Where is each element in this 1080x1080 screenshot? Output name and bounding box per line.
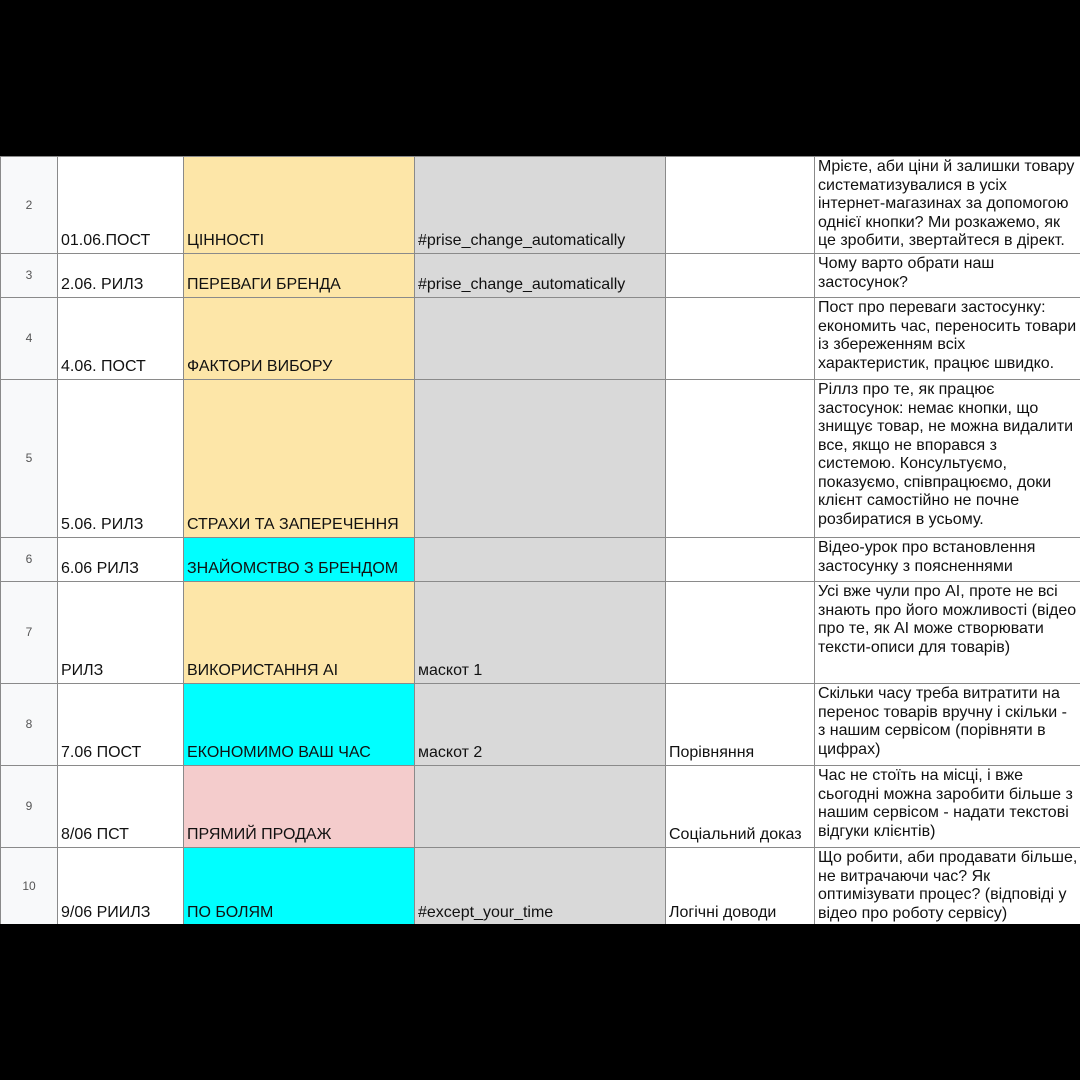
content-plan-table [0,156,1080,924]
date-cell[interactable]: 9/06 РИИЛЗ [58,848,184,925]
date-cell[interactable]: 6.06 РИЛЗ [58,538,184,582]
table-row[interactable] [1,766,1080,848]
content-type-cell[interactable] [666,380,815,538]
table-row[interactable] [1,380,1080,538]
date-cell[interactable]: 8/06 ПСТ [58,766,184,848]
row-number[interactable]: 10 [1,848,58,925]
topic-cell[interactable]: ФАКТОРИ ВИБОРУ [184,298,415,380]
table-row[interactable] [1,157,1080,254]
table-row[interactable] [1,298,1080,380]
row-number[interactable]: 5 [1,380,58,538]
description-cell[interactable]: Ріллз про те, як працює застосунок: немає кнопки, що знищує товар, не можна видалити все, якщо не впорався з системою. Консультуємо, показуємо, співпрацюємо, доки клієнт самостійно не почне розбиратися в усьому. [815,380,1080,538]
hashtag-cell[interactable]: маскот 1 [415,582,666,684]
date-cell[interactable]: 5.06. РИЛЗ [58,380,184,538]
row-number[interactable]: 7 [1,582,58,684]
topic-cell[interactable]: ЗНАЙОМСТВО З БРЕНДОМ [184,538,415,582]
date-cell[interactable]: 2.06. РИЛЗ [58,254,184,298]
table-row[interactable] [1,538,1080,582]
row-number[interactable]: 8 [1,684,58,766]
content-type-cell[interactable] [666,538,815,582]
table-row[interactable] [1,684,1080,766]
row-number[interactable]: 6 [1,538,58,582]
table-row[interactable] [1,254,1080,298]
description-cell[interactable]: Час не стоїть на місці, і вже сьогодні можна заробити більше з нашим сервісом - надати текстові відгуки клієнтів) [815,766,1080,848]
hashtag-cell[interactable] [415,766,666,848]
hashtag-cell[interactable]: #prise_change_automatically [415,157,666,254]
table-row[interactable] [1,848,1080,925]
spreadsheet-viewport [0,156,1080,924]
topic-cell[interactable]: СТРАХИ ТА ЗАПЕРЕЧЕННЯ [184,380,415,538]
row-number[interactable]: 2 [1,157,58,254]
topic-cell[interactable]: ПРЯМИЙ ПРОДАЖ [184,766,415,848]
content-type-cell[interactable] [666,582,815,684]
topic-cell[interactable]: ЦІННОСТІ [184,157,415,254]
content-type-cell[interactable] [666,157,815,254]
content-type-cell[interactable] [666,298,815,380]
topic-cell[interactable]: ПО БОЛЯМ [184,848,415,925]
row-number[interactable]: 3 [1,254,58,298]
description-cell[interactable]: Усі вже чули про AI, проте не всі знають про його можливості (відео про те, як AI може створювати тексти-описи для товарів) [815,582,1080,684]
description-cell[interactable]: Відео-урок про встановлення застосунку з поясненнями [815,538,1080,582]
hashtag-cell[interactable] [415,380,666,538]
description-cell[interactable]: Що робити, аби продавати більше, не витрачаючи час? Як оптимізувати процес? (відповіді у відео про роботу сервісу) [815,848,1080,925]
description-cell[interactable]: Чому варто обрати наш застосунок? [815,254,1080,298]
topic-cell[interactable]: ВИКОРИСТАННЯ AI [184,582,415,684]
table-row[interactable] [1,582,1080,684]
row-number[interactable]: 4 [1,298,58,380]
description-cell[interactable]: Пост про переваги застосунку: економить час, переносить товари із збереженням всіх характеристик, працює швидко. [815,298,1080,380]
description-cell[interactable]: Скільки часу треба витратити на перенос товарів вручну і скільки - з нашим сервісом (порівняти в цифрах) [815,684,1080,766]
hashtag-cell[interactable]: #prise_change_automatically [415,254,666,298]
date-cell[interactable]: 01.06.ПОСТ [58,157,184,254]
description-cell[interactable]: Мрієте, аби ціни й залишки товару систематизувалися в усіх інтернет-магазинах за допомогою однієї кнопки? Ми розкажемо, як це зробити, звертайтеся в дірект. [815,157,1080,254]
date-cell[interactable]: 7.06 ПОСТ [58,684,184,766]
content-type-cell[interactable]: Логічні доводи [666,848,815,925]
date-cell[interactable]: 4.06. ПОСТ [58,298,184,380]
topic-cell[interactable]: ПЕРЕВАГИ БРЕНДА [184,254,415,298]
hashtag-cell[interactable] [415,538,666,582]
content-type-cell[interactable]: Порівняння [666,684,815,766]
content-type-cell[interactable]: Соціальний доказ [666,766,815,848]
topic-cell[interactable]: ЕКОНОМИМО ВАШ ЧАС [184,684,415,766]
date-cell[interactable]: РИЛЗ [58,582,184,684]
hashtag-cell[interactable] [415,298,666,380]
hashtag-cell[interactable]: маскот 2 [415,684,666,766]
hashtag-cell[interactable]: #except_your_time [415,848,666,925]
row-number[interactable]: 9 [1,766,58,848]
content-type-cell[interactable] [666,254,815,298]
